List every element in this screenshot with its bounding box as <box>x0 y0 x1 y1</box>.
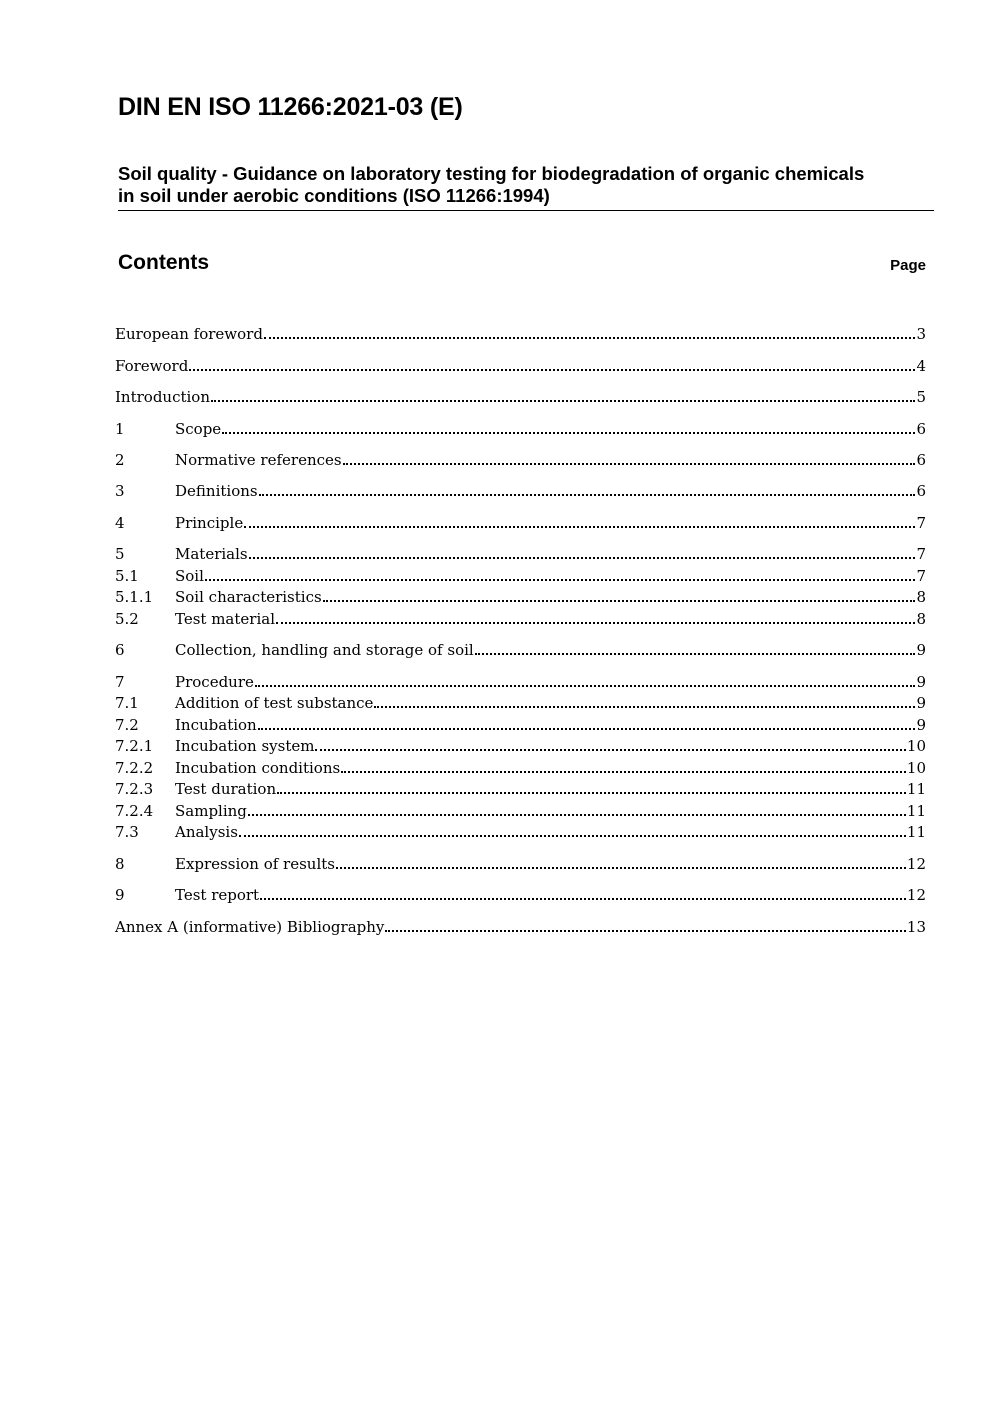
toc-section-title: Principle <box>175 514 244 532</box>
toc-page-number: 12 <box>906 855 926 873</box>
toc-section-title: Test report <box>175 886 260 904</box>
toc-page-number: 12 <box>906 886 926 904</box>
toc-page-number: 11 <box>906 802 926 820</box>
toc-page-number: 7 <box>916 567 926 585</box>
toc-dot-leader <box>385 930 906 932</box>
toc-entry[interactable] <box>115 543 926 565</box>
toc-section-title: Soil <box>175 567 204 585</box>
toc-dot-leader <box>276 622 915 624</box>
toc-dot-leader <box>260 898 906 900</box>
toc-dot-leader <box>277 792 906 794</box>
toc-section-number: 8 <box>115 855 125 873</box>
toc-section-title: Analysis <box>175 823 238 841</box>
toc-section-number: 5.1.1 <box>115 588 154 606</box>
toc-section-title: Materials <box>175 545 248 563</box>
toc-section-number: 7.2.2 <box>115 759 154 777</box>
toc-page-number: 6 <box>916 420 926 438</box>
toc-section-number: 7.2 <box>115 716 139 734</box>
toc-section-number: 3 <box>115 482 125 500</box>
toc-section-title: Addition of test substance <box>175 694 374 712</box>
toc-dot-leader <box>211 400 915 402</box>
toc-entry[interactable] <box>115 586 926 608</box>
toc-section-title: Procedure <box>175 673 254 691</box>
toc-page-number: 11 <box>906 780 926 798</box>
toc-section-number: 2 <box>115 451 125 469</box>
toc-section-number: 7.3 <box>115 823 139 841</box>
toc-dot-leader <box>189 369 915 371</box>
toc-dot-leader <box>249 557 916 559</box>
toc-section-title: European foreword <box>115 325 263 343</box>
toc-section-number: 1 <box>115 420 125 438</box>
toc-dot-leader <box>205 579 916 581</box>
toc-section-title: Incubation system <box>175 737 315 755</box>
toc-entry[interactable] <box>115 778 926 800</box>
toc-entry[interactable] <box>115 608 926 630</box>
toc-section-number: 7.2.4 <box>115 802 154 820</box>
toc-page-number: 8 <box>916 610 926 628</box>
toc-dot-leader <box>341 771 906 773</box>
contents-heading: Contents <box>118 251 209 274</box>
toc-entry[interactable] <box>115 735 926 757</box>
toc-page-number: 6 <box>916 451 926 469</box>
toc-entry[interactable] <box>115 916 926 938</box>
toc-page-number: 6 <box>916 482 926 500</box>
toc-entry[interactable] <box>115 853 926 875</box>
toc-dot-leader <box>315 749 905 751</box>
toc-entry[interactable] <box>115 884 926 906</box>
toc-section-number: 7 <box>115 673 125 691</box>
toc-section-title: Introduction <box>115 388 210 406</box>
toc-dot-leader <box>475 653 916 655</box>
document-subtitle-line-1: Soil quality - Guidance on laboratory testing for biodegradation of organic chemicals <box>118 163 865 184</box>
toc-section-title: Incubation conditions <box>175 759 341 777</box>
document-subtitle-line-2: in soil under aerobic conditions (ISO 11266:1994) <box>118 185 550 206</box>
toc-section-title: Annex A (informative) Bibliography <box>115 918 385 936</box>
toc-entry[interactable] <box>115 639 926 661</box>
toc-section-title: Expression of results <box>175 855 335 873</box>
toc-page-number: 8 <box>916 588 926 606</box>
toc-page-number: 13 <box>906 918 926 936</box>
toc-dot-leader <box>255 685 916 687</box>
toc-page-number: 9 <box>916 694 926 712</box>
toc-dot-leader <box>258 728 916 730</box>
toc-page-number: 9 <box>916 716 926 734</box>
toc-section-number: 6 <box>115 641 125 659</box>
toc-dot-leader <box>239 835 906 837</box>
toc-entry[interactable] <box>115 800 926 822</box>
toc-section-title: Normative references <box>175 451 342 469</box>
document-title: DIN EN ISO 11266:2021-03 (E) <box>118 93 463 121</box>
toc-section-title: Sampling <box>175 802 247 820</box>
toc-section-number: 9 <box>115 886 125 904</box>
toc-section-number: 5.1 <box>115 567 139 585</box>
toc-section-title: Test duration <box>175 780 277 798</box>
toc-dot-leader <box>244 526 915 528</box>
toc-dot-leader <box>336 867 906 869</box>
toc-page-number: 9 <box>916 641 926 659</box>
toc-dot-leader <box>259 494 916 496</box>
toc-entry[interactable] <box>115 355 926 377</box>
toc-section-title: Incubation <box>175 716 257 734</box>
toc-entry[interactable] <box>115 692 926 714</box>
toc-entry[interactable] <box>115 565 926 587</box>
toc-section-number: 7.2.1 <box>115 737 154 755</box>
toc-dot-leader <box>374 706 915 708</box>
toc-section-title: Scope <box>175 420 222 438</box>
toc-page-number: 11 <box>906 823 926 841</box>
toc-section-number: 4 <box>115 514 125 532</box>
toc-section-title: Soil characteristics <box>175 588 322 606</box>
toc-dot-leader <box>264 337 916 339</box>
toc-section-title: Collection, handling and storage of soil <box>175 641 474 659</box>
toc-page-number: 3 <box>916 325 926 343</box>
toc-entry[interactable] <box>115 386 926 408</box>
toc-dot-leader <box>248 814 906 816</box>
toc-section-title: Definitions <box>175 482 258 500</box>
toc-page-number: 10 <box>906 759 926 777</box>
toc-page-number: 7 <box>916 514 926 532</box>
toc-entry[interactable] <box>115 757 926 779</box>
toc-page-number: 9 <box>916 673 926 691</box>
toc-entry[interactable] <box>115 714 926 736</box>
toc-page-number: 4 <box>916 357 926 375</box>
toc-section-title: Foreword <box>115 357 189 375</box>
toc-entry[interactable] <box>115 449 926 471</box>
toc-entry[interactable] <box>115 418 926 440</box>
toc-dot-leader <box>343 463 916 465</box>
toc-entry[interactable] <box>115 821 926 843</box>
table-of-contents <box>115 0 926 1000</box>
toc-entry[interactable] <box>115 323 926 345</box>
page-column-label: Page <box>890 257 926 274</box>
toc-page-number: 10 <box>906 737 926 755</box>
toc-section-number: 7.1 <box>115 694 139 712</box>
toc-entry[interactable] <box>115 480 926 502</box>
toc-page-number: 5 <box>916 388 926 406</box>
toc-dot-leader <box>323 600 916 602</box>
toc-dot-leader <box>222 432 915 434</box>
toc-section-title: Test material <box>175 610 275 628</box>
toc-entry[interactable] <box>115 671 926 693</box>
toc-section-number: 5.2 <box>115 610 139 628</box>
toc-page-number: 7 <box>916 545 926 563</box>
toc-section-number: 5 <box>115 545 125 563</box>
toc-section-number: 7.2.3 <box>115 780 154 798</box>
toc-entry[interactable] <box>115 512 926 534</box>
